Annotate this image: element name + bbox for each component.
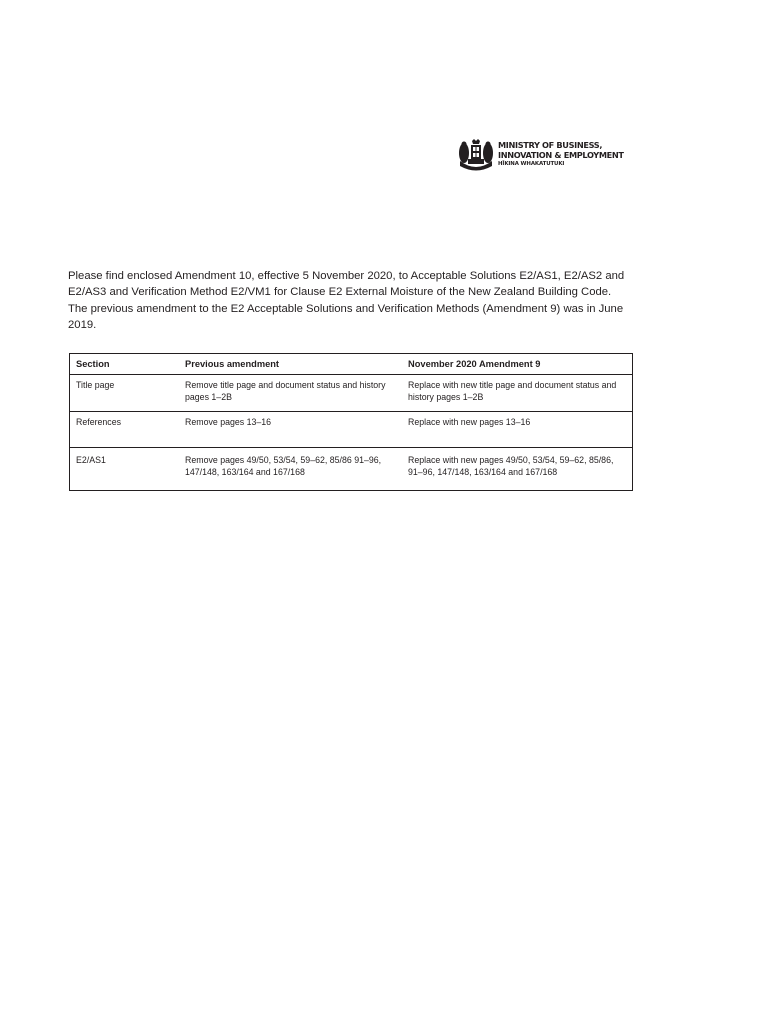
table-row	[70, 412, 633, 448]
table-row	[70, 375, 633, 412]
header-previous-amendment: Previous amendment	[179, 354, 402, 375]
amendment-table	[69, 353, 633, 491]
cell-previous: Remove pages 13–16	[185, 417, 272, 427]
cell-previous: Remove pages 49/50, 53/54, 59–62, 85/86 91–96, 147/148, 163/164 and 167/168	[185, 455, 382, 478]
header-november-2020-amendment: November 2020 Amendment 9	[402, 354, 633, 375]
nz-coat-of-arms-icon	[458, 139, 494, 171]
logo-innovation-line: INNOVATION & EMPLOYMENT	[498, 149, 624, 160]
cell-previous: Remove title page and document status and history pages 1–2B	[185, 380, 386, 403]
table-header-row	[70, 354, 633, 375]
intro-paragraph: Please find enclosed Amendment 10, effective 5 November 2020, to Acceptable Solutions E2/AS1, E2/AS2 and E2/AS3 and Verification Method E2/VM1 for Clause E2 External Moisture of the New Zealand Building Code. The previous amendment to the E2 Acceptable Solutions and Verification Methods (Amendment 9) was in June 2019.	[68, 270, 625, 331]
cell-new: Replace with new pages 13–16	[408, 417, 531, 427]
cell-new: Replace with new pages 49/50, 53/54, 59–62, 85/86, 91–96, 147/148, 163/164 and 167/168	[408, 455, 614, 478]
cell-section: Title page	[76, 380, 115, 390]
logo-ministry-line: MINISTRY OF BUSINESS,	[498, 140, 603, 150]
logo-maori-name: HĪKINA WHAKATUTUKI	[498, 161, 565, 167]
table-row	[70, 448, 633, 491]
cell-section: E2/AS1	[76, 455, 106, 465]
mbie-logo	[458, 139, 624, 171]
header-section: Section	[70, 354, 180, 375]
cell-section: References	[76, 417, 121, 427]
cell-new: Replace with new title page and document status and history pages 1–2B	[408, 380, 617, 403]
